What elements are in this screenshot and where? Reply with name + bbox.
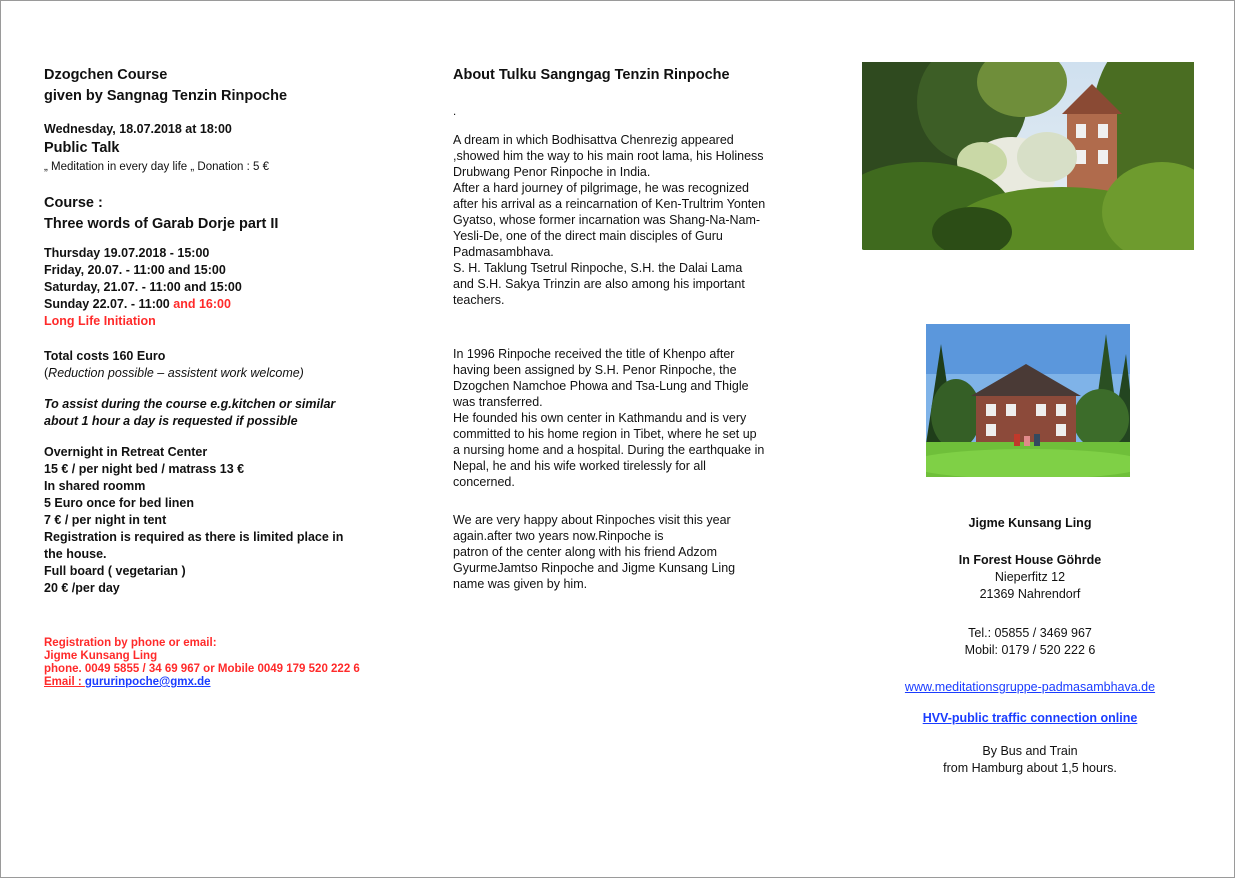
bio-line: In 1996 Rinpoche received the title of Khenpo after: [453, 347, 735, 361]
bus-train-line2: from Hamburg about 1,5 hours.: [943, 761, 1117, 775]
bio-line: concerned.: [453, 475, 515, 489]
course-label: Course :: [44, 195, 103, 211]
schedule-item: Thursday 19.07.2018 - 15:00: [44, 246, 210, 260]
overnight-line: In shared roomm: [44, 479, 146, 493]
registration-line: phone. 0049 5855 / 34 69 967 or Mobile 0049 179 520 222 6: [44, 663, 360, 675]
street: Nieperfitz 12: [994, 570, 1066, 584]
overnight-line: Registration is required as there is limited place in: [44, 530, 344, 544]
mobile: Mobil: 0179 / 520 222 6: [964, 643, 1096, 657]
bio-line: S. H. Taklung Tsetrul Rinpoche, S.H. the Dalai Lama: [453, 261, 743, 275]
bio-line: name was given by him.: [453, 577, 588, 591]
house-garden-photo: [862, 62, 1194, 250]
talk-date: Wednesday, 18.07.2018 at 18:00: [44, 122, 232, 136]
public-talk-heading: Public Talk: [44, 140, 120, 156]
bio-line: having been assigned by S.H. Penor Rinpoche, the: [453, 363, 737, 377]
overnight-line: 20 € /per day: [44, 581, 120, 595]
middle-column: [453, 65, 793, 592]
registration-info: [44, 637, 424, 689]
website-link[interactable]: www.meditationsgruppe-padmasambhava.de: [904, 680, 1156, 694]
bio-line: Yesli-De, one of the direct main disciples of Guru: [453, 229, 723, 243]
course-name: Three words of Garab Dorje part II: [44, 216, 279, 232]
bio-line: again.after two years now.Rinpoche is: [453, 529, 664, 543]
overnight-line: the house.: [44, 547, 107, 561]
overnight-line: Overnight in Retreat Center: [44, 445, 208, 459]
bio-line: Padmasambhava.: [453, 245, 554, 259]
assist-note-line1: To assist during the course e.g.kitchen or similar: [44, 397, 336, 411]
total-costs: Total costs 160 Euro: [44, 349, 166, 363]
course-title-line1: Dzogchen Course: [44, 67, 168, 83]
about-heading: About Tulku Sangngag Tenzin Rinpoche: [453, 67, 730, 83]
email-link[interactable]: gururinpoche@gmx.de: [84, 676, 211, 688]
bio-line: committed to his home region in Tibet, where he set up: [453, 427, 757, 441]
overnight-line: 15 € / per night bed / matrass 13 €: [44, 462, 245, 476]
registration-line: Registration by phone or email:: [44, 637, 217, 649]
schedule-item: Friday, 20.07. - 11:00 and 15:00: [44, 263, 226, 277]
bio-line: GyurmeJamtso Rinpoche and Jigme Kunsang Ling: [453, 561, 736, 575]
bio-line: Dzogchen Namchoe Phowa and Tsa-Lung and Thigle: [453, 379, 749, 393]
reduction-paren: (: [44, 366, 49, 380]
dot: .: [453, 106, 457, 118]
bio-line: Drubwang Penor Rinpoche in India.: [453, 165, 651, 179]
bio-line: patron of the center along with his friend Adzom: [453, 545, 718, 559]
long-life-initiation: Long Life Initiation: [44, 314, 156, 328]
bio-line: teachers.: [453, 293, 505, 307]
schedule-item-sunday: [44, 296, 424, 313]
place-name: In Forest House Göhrde: [958, 553, 1102, 567]
bio-line: After a hard journey of pilgrimage, he was recognized: [453, 181, 749, 195]
overnight-line: Full board ( vegetarian ): [44, 564, 186, 578]
bio-paragraph-3: [453, 512, 793, 592]
bio-line: We are very happy about Rinpoches visit this year: [453, 513, 731, 527]
schedule-item: Saturday, 21.07. - 11:00 and 15:00: [44, 280, 242, 294]
assist-note-line2: about 1 hour a day is requested if possible: [44, 414, 298, 428]
telephone: Tel.: 05855 / 3469 967: [968, 626, 1092, 640]
bio-line: A dream in which Bodhisattva Chenrezig appeared: [453, 133, 734, 147]
left-column: [44, 65, 424, 689]
bio-line: Gyatso, whose former incarnation was Shang-Na-Nam-: [453, 213, 761, 227]
bio-line: was transferred.: [453, 395, 543, 409]
sunday-time: Sunday 22.07. - 11:00: [44, 297, 174, 311]
bio-paragraph-1: [453, 132, 793, 308]
email-label: Email :: [44, 676, 85, 688]
bio-line: ,showed him the way to his main root lama, his Holiness: [453, 149, 764, 163]
email-line: [44, 676, 424, 689]
registration-line: Jigme Kunsang Ling: [44, 650, 158, 662]
bio-paragraph-2: [453, 346, 793, 490]
reduction-note: [44, 365, 424, 382]
schedule-list: [44, 245, 424, 330]
talk-description: „ Meditation in every day life „ Donation : 5 €: [44, 161, 270, 173]
org-name: Jigme Kunsang Ling: [968, 516, 1092, 530]
sunday-extra-time: and 16:00: [173, 297, 231, 311]
forest-house-photo: [926, 324, 1130, 477]
right-column: [880, 515, 1180, 777]
hvv-link[interactable]: HVV-public traffic connection online: [922, 711, 1138, 725]
bio-line: He founded his own center in Kathmandu and is very: [453, 411, 747, 425]
city: 21369 Nahrendorf: [979, 587, 1081, 601]
bio-line: after his arrival as a reincarnation of Ken-Trultrim Yonten: [453, 197, 766, 211]
overnight-line: 5 Euro once for bed linen: [44, 496, 195, 510]
reduction-text: Reduction possible – assistent work welcome): [48, 366, 304, 380]
bio-line: Nepal, he and his wife worked tirelessly for all: [453, 459, 706, 473]
bio-line: a nursing home and a hospital. During the earthquake in: [453, 443, 765, 457]
bio-line: and S.H. Sakya Trinzin are also among his important: [453, 277, 745, 291]
course-title-line2: given by Sangnag Tenzin Rinpoche: [44, 88, 288, 104]
overnight-line: 7 € / per night in tent: [44, 513, 167, 527]
bus-train-line1: By Bus and Train: [982, 744, 1078, 758]
overnight-info: [44, 444, 424, 597]
